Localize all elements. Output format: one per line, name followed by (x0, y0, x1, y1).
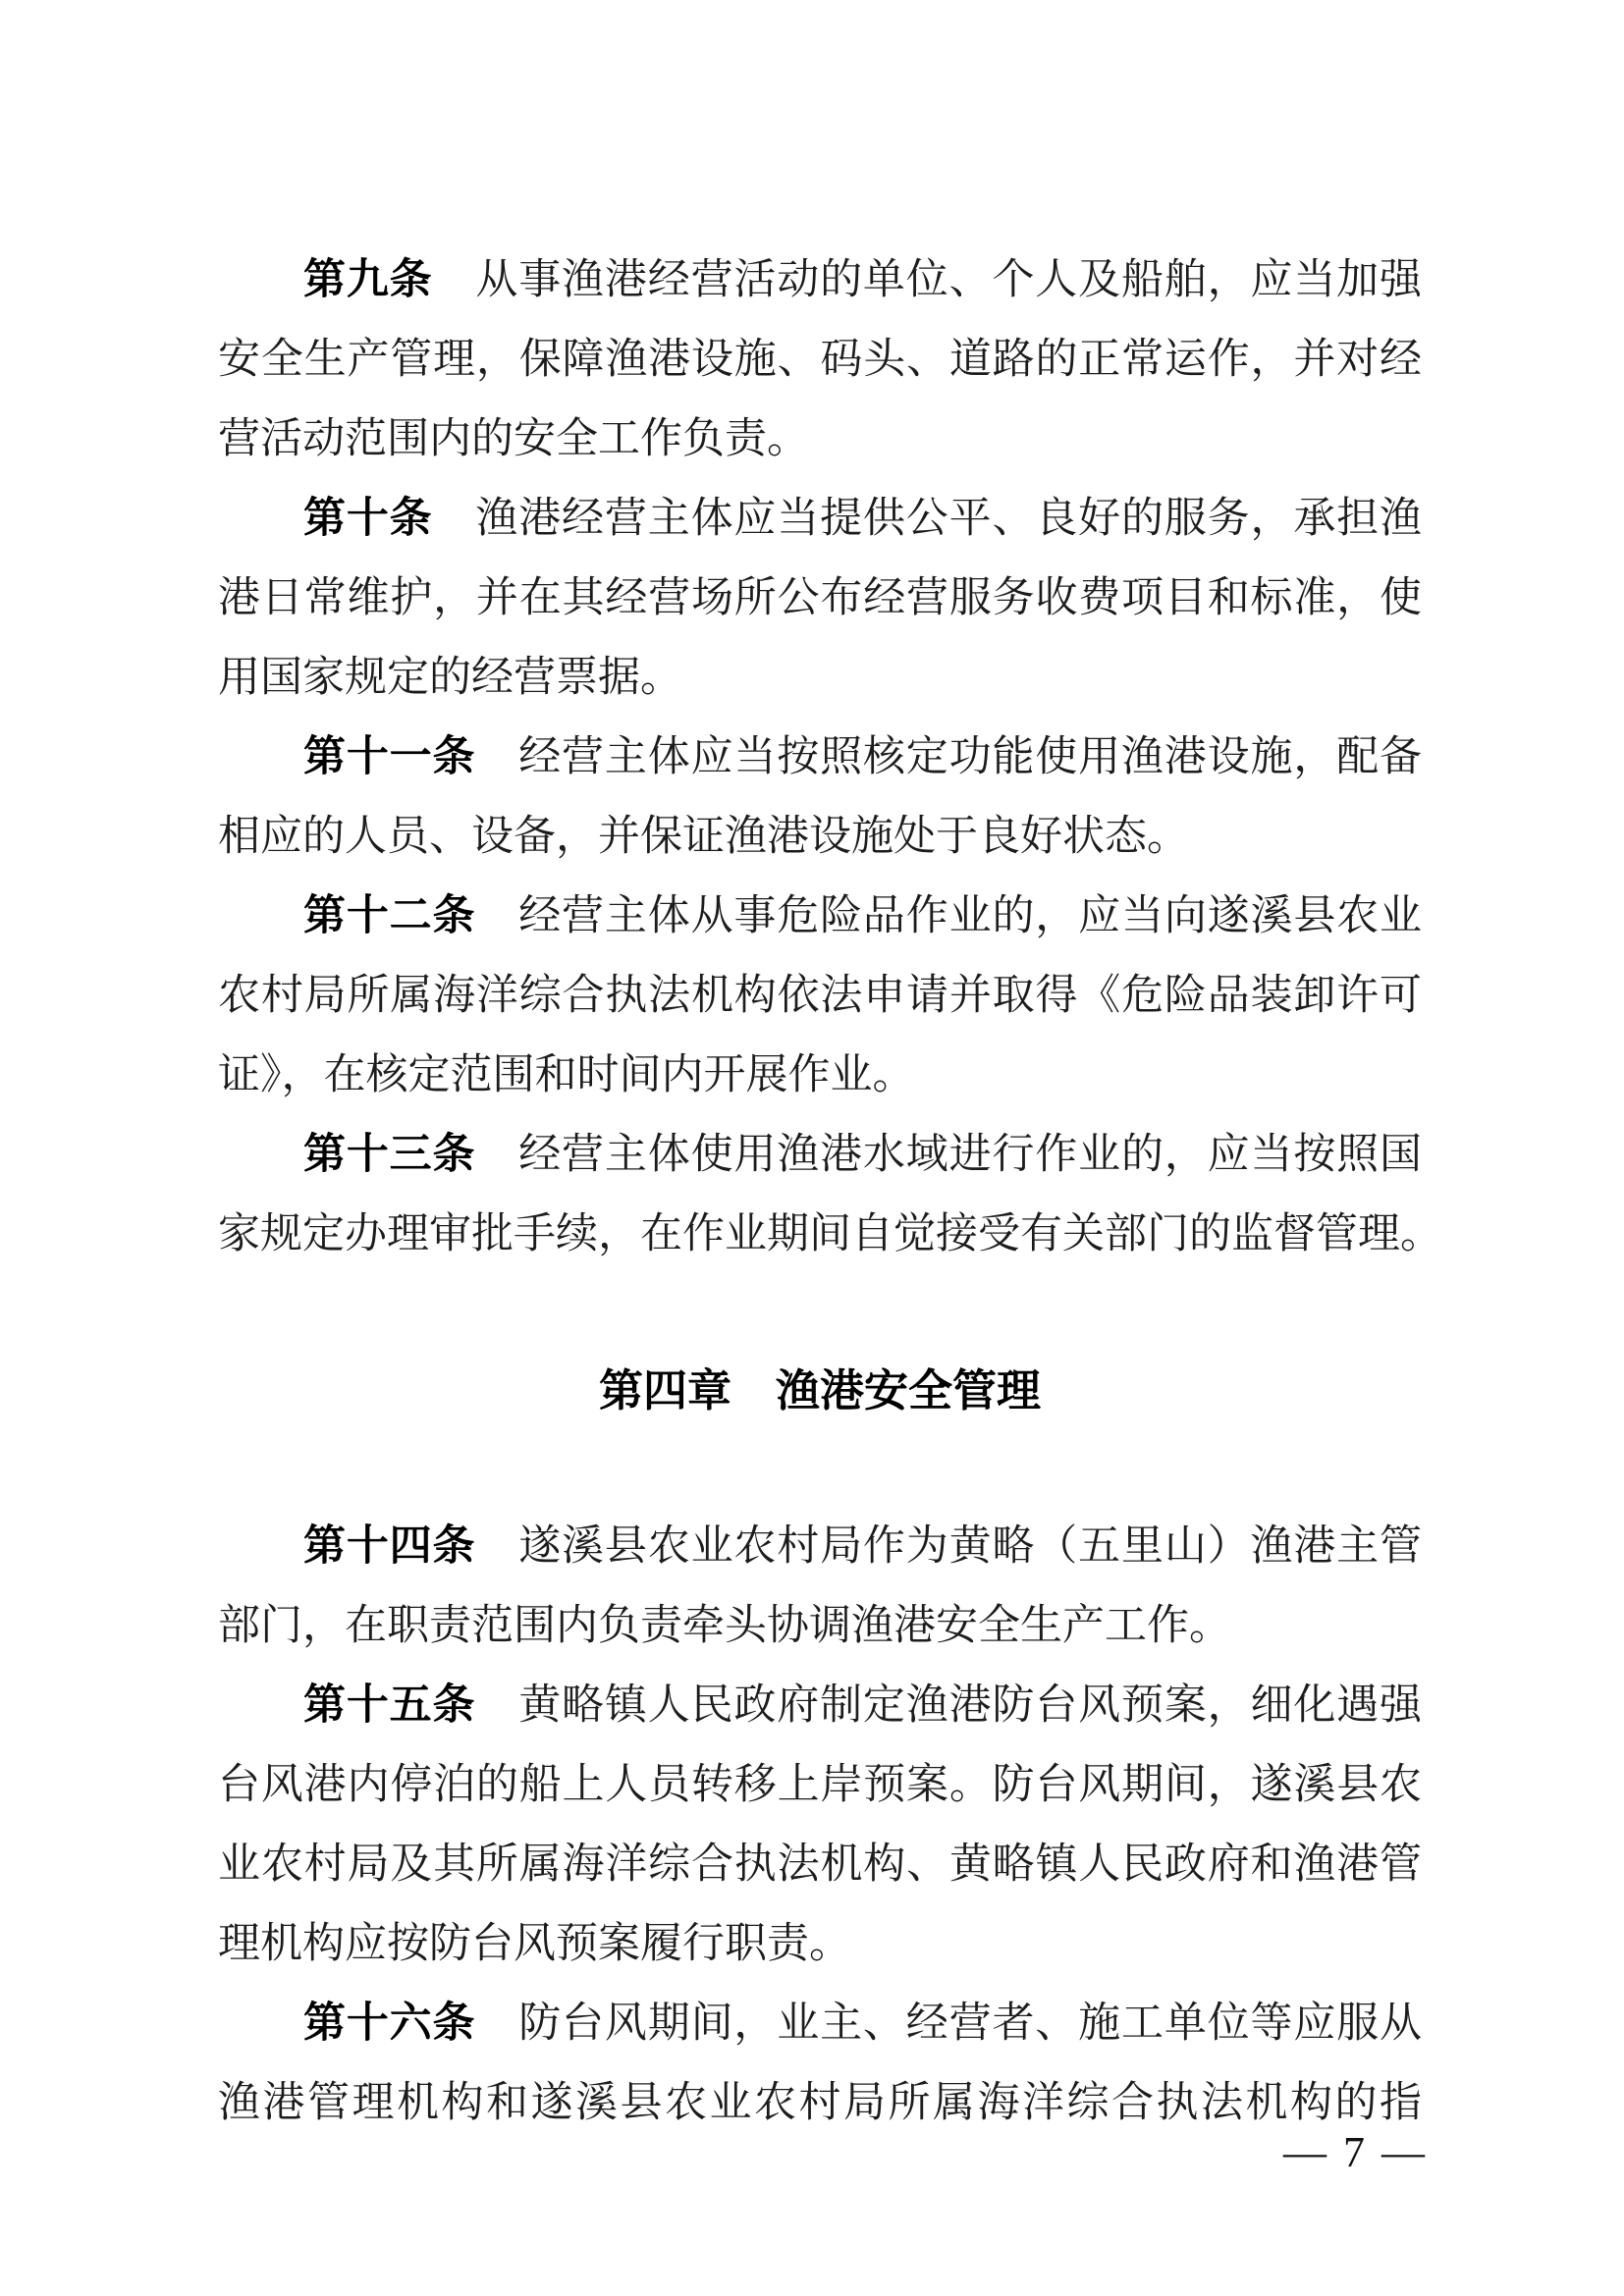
text-line: 第十五条 黄略镇人民政府制定渔港防台风预案，细化遇强 (303, 1682, 1423, 1729)
text-line: 第十四条 遂溪县农业农村局作为黄略（五里山）渔港主管 (303, 1522, 1423, 1570)
text-line: 第十三条 经营主体使用渔港水域进行作业的，应当按照国 (303, 1131, 1423, 1178)
text-line: 农村局所属海洋综合执法机构依法申请并取得《危险品装卸许可 (218, 973, 1422, 1019)
text-line: 第十条 渔港经营主体应当提供公平、良好的服务，承担渔 (303, 495, 1423, 542)
document-body (218, 240, 1442, 2143)
article-number: 第九条 (303, 256, 433, 303)
text-line: 业农村局及其所属海洋综合执法机构、黄略镇人民政府和渔港管 (218, 1842, 1422, 1888)
text-line: 家规定办理审批手续，在作业期间自觉接受有关部门的监督管理。 (218, 1211, 1442, 1257)
text-line: 台风港内停泊的船上人员转移上岸预案。防台风期间，遂溪县农 (218, 1762, 1422, 1808)
article-number: 第十一条 (303, 733, 476, 780)
text-line: 用国家规定的经营票据。 (218, 655, 682, 701)
chapter-heading: 第四章 渔港安全管理 (598, 1365, 1041, 1415)
article-number: 第十三条 (303, 1131, 476, 1178)
text-line: 证》，在核定范围和时间内开展作业。 (218, 1052, 915, 1098)
text-line: 第十二条 经营主体从事危险品作业的，应当向遂溪县农业 (303, 892, 1423, 939)
text-line: 部门，在职责范围内负责牵头协调渔港安全生产工作。 (218, 1603, 1231, 1649)
article-number: 第十六条 (303, 2000, 476, 2047)
page-number: — 7 — (1283, 2128, 1428, 2176)
text-line: 营活动范围内的安全工作负责。 (218, 416, 809, 462)
text-line: 渔港管理机构和遂溪县农业农村局所属海洋综合执法机构的指 (218, 2080, 1422, 2126)
text-line: 理机构应按防台风预案履行职责。 (218, 1921, 851, 1967)
text-line: 第九条 从事渔港经营活动的单位、个人及船舶，应当加强 (303, 256, 1423, 303)
article-number: 第十二条 (303, 892, 476, 939)
text-line: 相应的人员、设备，并保证渔港设施处于良好状态。 (218, 814, 1189, 860)
article-number: 第十条 (303, 495, 433, 542)
article-number: 第十四条 (303, 1522, 476, 1570)
text-line: 港日常维护，并在其经营场所公布经营服务收费项目和标准，使 (218, 575, 1422, 621)
text-line: 第十一条 经营主体应当按照核定功能使用渔港设施，配备 (303, 733, 1423, 780)
text-line: 第十六条 防台风期间，业主、经营者、施工单位等应服从 (303, 2000, 1423, 2047)
text-line: 安全生产管理，保障渔港设施、码头、道路的正常运作，并对经 (218, 337, 1422, 383)
article-number: 第十五条 (303, 1682, 476, 1729)
